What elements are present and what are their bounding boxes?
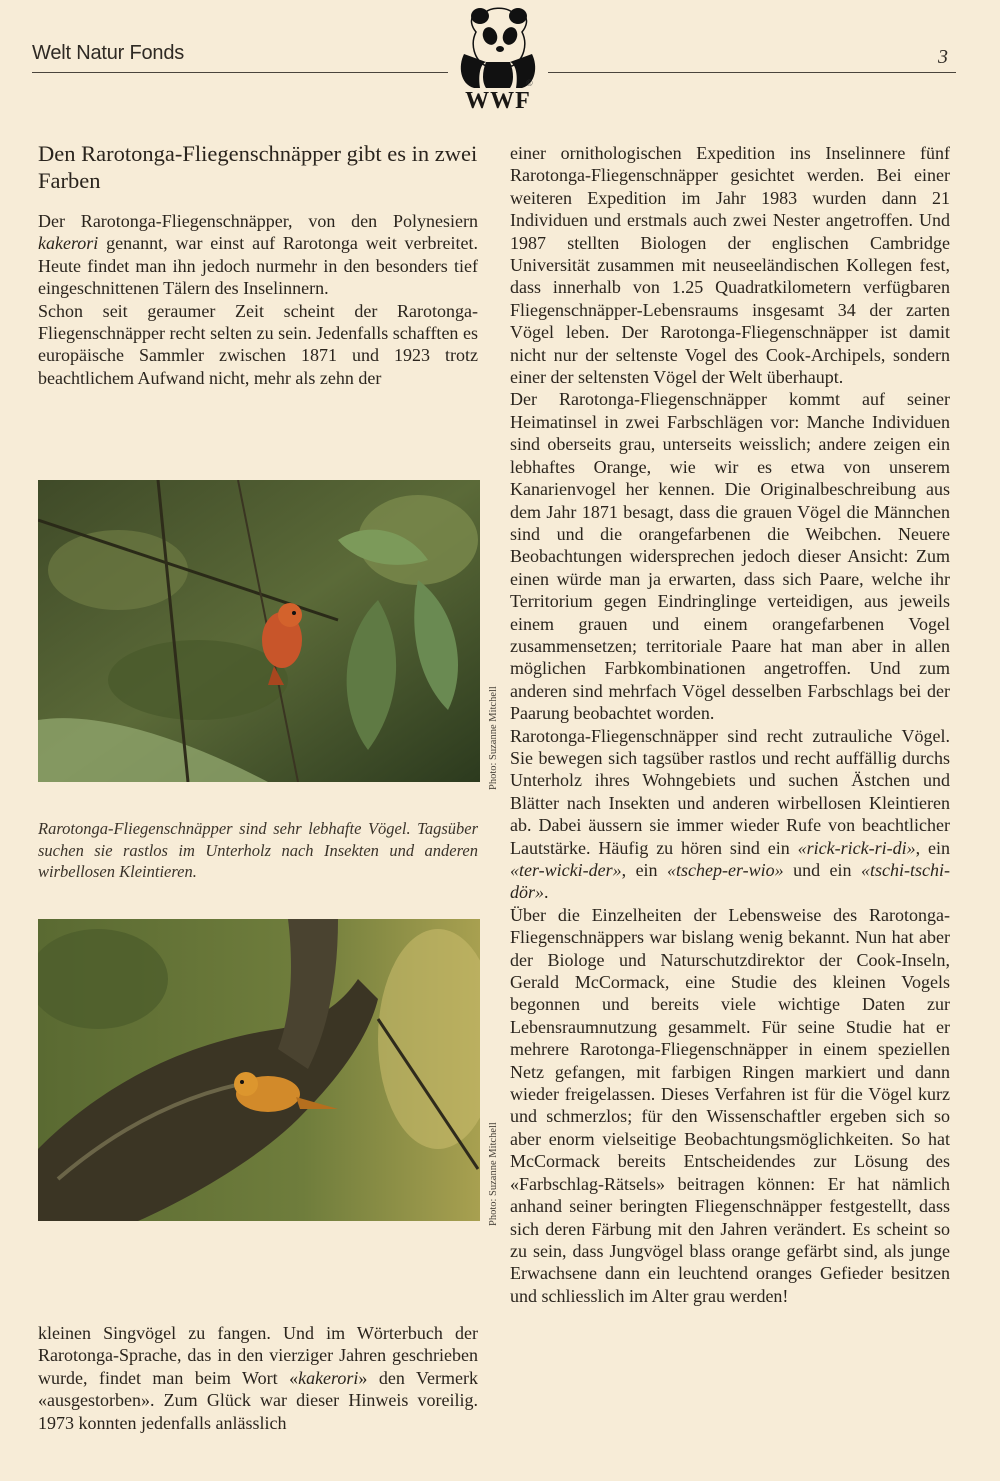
article-title: Den Rarotonga-Fliegenschnäpper gibt es in zwei Farben xyxy=(38,141,478,193)
logo-copyright-mark: © xyxy=(526,78,533,88)
photo-flycatcher-on-branch xyxy=(38,919,480,1221)
article-text-right-column: einer ornithologischen Expedition ins Inselinnere fünf Rarotonga-Fliegenschnäpper gesichtet werden. Bei einer weiteren Expedition im Jahr 1983 wurden dann 21 Individuen und erstmals auch zwei Nester angetroffen. Und 1987 stellten Biologen der englischen Cambridge Universität zusammen mit neuseeländischen Kollegen fest, dass innerhalb von 1.25 Quadratkilometern verfügbaren Fliegenschnäpper-Lebensraums insgesamt 34 der zarten Vögel leben. Der Rarotonga-Fliegenschnäpper ist damit nicht nur der seltenste Vogel des Cook-Archipels, sondern einer der seltensten Vögel der Welt überhaupt. Der Rarotonga-Fliegenschnäpper kommt auf seiner Heimatinsel in zwei Farbschlägen vor: Manche Individuen sind oberseits grau, unterseits weisslich; andere zeigen ein lebhaftes Orange, wie wir es etwa von unserem Kanarienvogel her kennen. Die Originalbeschreibung aus dem Jahr 1871 besagt, dass die grauen Vögel die Männchen sind und die orangefarbenen die Weibchen. Neuere Beobachtungen widersprechen jedoch dieser Ansicht: Zum einen würde man ja erwarten, dass sich Paare, welche ihr Territorium gegen Eindringlinge verteidigen, aus jeweils einem grauen und einem orangefarbenen Vogel zusammensetzen; territoriale Paare hat man aber in allen möglichen Farbkombinationen angetroffen. Und zum anderen sind mehrfach Vögel desselben Farbschlags bei der Paarung beobachtet worden. Rarotonga-Fliegenschnäpper sind recht zutrauliche Vögel. Sie bewegen sich tagsüber rastlos und recht auffällig durchs Unterholz ihres Wohngebiets und suchen Ästchen und Blätter nach Insekten und anderen wirbellosen Kleintieren ab. Dabei äussern sie immer wieder Rufe von beachtlicher Lautstärke. Häufig zu hören sind ein «rick-rick-ri-di», ein «ter-wicki-der», ein «tschep-er-wio» und ein «tschi-tschi-dör». Über die Einzelheiten der Lebensweise des Rarotonga-Fliegenschnäppers war bislang wenig bekannt. Nun hat aber der Biologe und Naturschutzdirektor der Cook-Inseln, Gerald McCormack, eine Studie des kleinen Vogels begonnen und bereits viele wichtige Daten zur Lebensraumnutzung gesammelt. Für seine Studie hat er mehrere Rarotonga-Fliegenschnäpper in einem speziellen Netz gefangen, mit farbigen Ringen markiert und dann wieder freigelassen. Dieses Verfahren ist für die Vögel kurz und schmerzlos; für den Wissenschaftler ergeben sich so aber enorm vielseitige Beobachtungsmöglichkeiten. So hat McCormack bereits Entscheidendes zur Lösung des «Farbschlag-Rätsels» beitragen können: Er hat nämlich anhand seiner beringten Fliegenschnäpper festgestellt, dass sich deren Färbung mit den Jahren verändert. Es scheint so zu sein, dass Jungvögel blass orange gefärbt sind, als junge Erwachsene dann ein leuchtend oranges Gefieder besitzen und schliesslich im Alter grau werden! xyxy=(510,143,950,1306)
article-text-left-top: Der Rarotonga-Fliegenschnäpper, von den Polynesiern kakerori genannt, war einst auf Rarotonga weit verbreitet. Heute findet man ihn jedoch nurmehr in den besonders tief eingeschnittenen Tälern des Inselinnern. Schon seit geraumer Zeit scheint der Rarotonga-Fliegenschnäpper recht selten zu sein. Jedenfalls schafften es europäische Sammler zwischen 1871 und 1923 trotz beachtlichem Aufwand nicht, mehr als zehn der xyxy=(38,211,478,388)
header-publication-name: Welt Natur Fonds xyxy=(32,42,185,64)
photo-flycatcher-in-foliage xyxy=(38,480,480,782)
photo-credit-1: Photo: Suzanne Mitchell xyxy=(488,686,499,790)
article-text-left-bottom: kleinen Singvögel zu fangen. Und im Wörterbuch der Rarotonga-Sprache, das in den vierziger Jahren geschrieben wurde, findet man beim Wort «kakerori» den Vermerk «ausgestorben». Zum Glück war dieser Hinweis voreilig. 1973 konnten jedenfalls anlässlich xyxy=(38,1323,478,1433)
photo-caption: Rarotonga-Fliegenschnäpper sind sehr lebhafte Vögel. Tagsüber suchen sie rastlos im Unterholz nach Insekten und anderen wirbellosen Kleintieren. xyxy=(38,819,478,881)
photo-credit-2: Photo: Suzanne Mitchell xyxy=(488,1122,499,1226)
wwf-logo-text: WWF xyxy=(465,88,531,114)
header-rule-right xyxy=(548,72,956,73)
page-number: 3 xyxy=(938,46,948,68)
header-rule-left xyxy=(32,72,448,73)
